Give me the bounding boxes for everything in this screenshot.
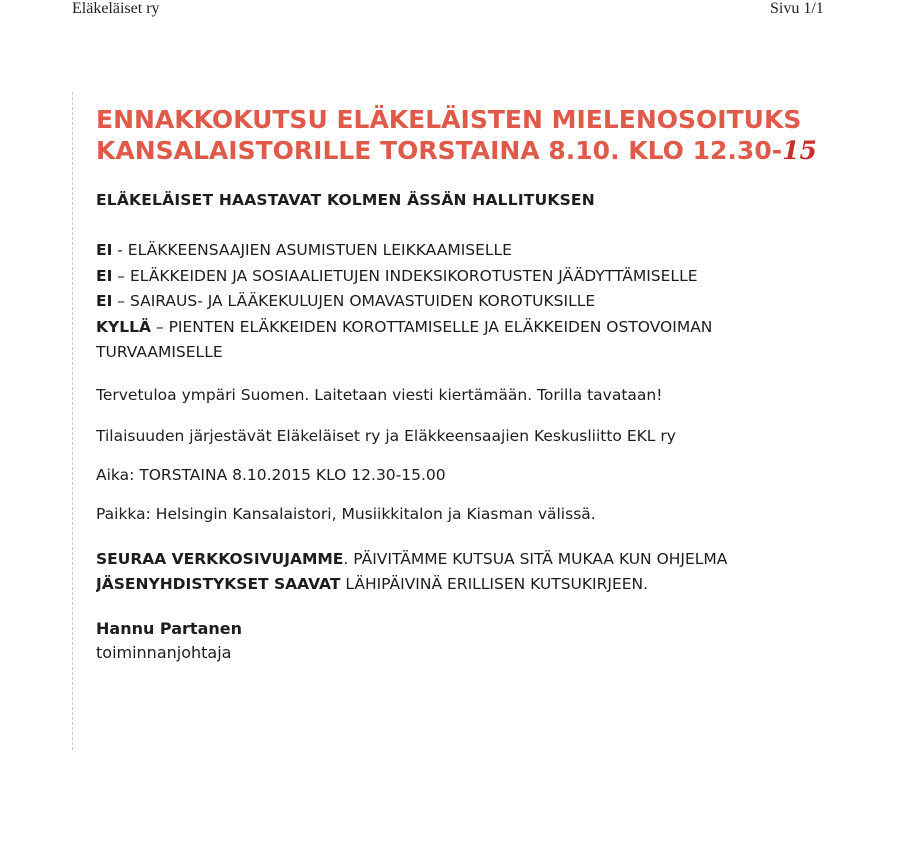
list-item-key: EI [96,266,113,285]
document-body [96,104,836,665]
list-item-text: - ELÄKKEENSAAJIEN ASUMISTUEN LEIKKAAMISELLE [112,241,512,259]
event-place: Paikka: Helsingin Kansalaistori, Musiikkitalon ja Kiasman välissä. [96,504,596,523]
header-organization: Eläkeläiset ry [72,0,160,17]
list-item [96,238,836,264]
signature [96,617,836,665]
follow-bold-1: SEURAA VERKKOSIVUJAMME [96,549,344,568]
list-item-text: – SAIRAUS- JA LÄÄKEKULUJEN OMAVASTUIDEN KOROTUKSILLE [112,292,596,310]
list-item-key: EI [96,241,113,259]
title-line-2: KANSALAISTORILLE TORSTAINA 8.10. KLO 12.30- [96,136,783,165]
list-item [96,315,836,366]
signature-role: toiminnanjohtaja [96,642,232,662]
invitation-title [96,104,828,166]
list-item-text: – ELÄKKEIDEN JA SOSIAALIETUJEN INDEKSIKOROTUSTEN JÄÄDYTTÄMISELLE [112,266,698,285]
event-time: Aika: TORSTAINA 8.10.2015 KLO 12.30-15.00 [96,465,446,484]
header-page-number: Sivu 1/1 [770,0,824,17]
list-item [96,264,836,290]
list-item-text: – PIENTEN ELÄKKEIDEN KOROTTAMISELLE JA ELÄKKEIDEN OSTOVOIMAN TURVAAMISELLE [96,317,713,361]
organizers-text: Tilaisuuden järjestävät Eläkeläiset ry ja Eläkkeensaajien Keskusliitto EKL ry [96,426,676,445]
welcome-text: Tervetuloa ympäri Suomen. Laitetaan viesti kiertämään. Torilla tavataan! [96,385,663,404]
demands-list [96,238,836,366]
handwritten-correction: 15 [782,136,817,165]
follow-rest-1: . PÄIVITÄMME KUTSUA SITÄ MUKAA KUN OHJELMA [343,549,728,568]
follow-rest-2: LÄHIPÄIVINÄ ERILLISEN KUTSUKIRJEEN. [340,574,649,593]
signature-name: Hannu Partanen [96,618,242,638]
list-item [96,289,836,315]
list-item-key: EI [96,292,113,310]
title-line-1: ENNAKKOKUTSU ELÄKELÄISTEN MIELENOSOITUKS [96,105,802,134]
follow-notice [96,547,830,597]
follow-bold-2: JÄSENYHDISTYKSET SAAVAT [96,574,341,593]
margin-line [72,92,73,750]
subheading: ELÄKELÄISET HAASTAVAT KOLMEN ÄSSÄN HALLITUKSEN [96,191,595,209]
list-item-key: KYLLÄ [96,317,151,336]
